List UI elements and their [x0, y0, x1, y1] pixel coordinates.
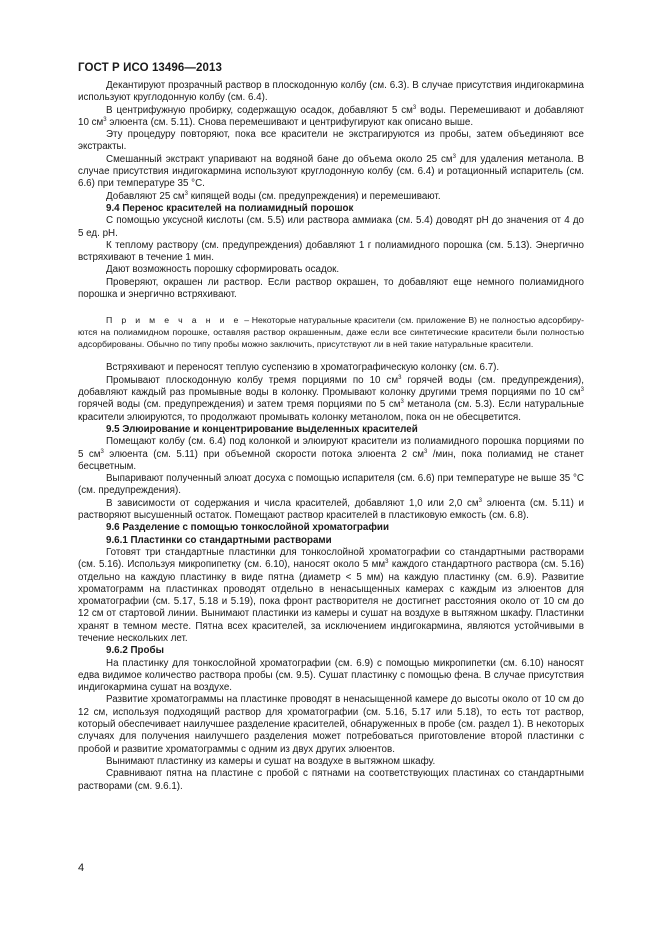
text-run: для удаления метанола. В случае присутствия индигокармина используют круглодонную колбу (см. 6.4) и ротационный испаритель (см. 6.6) при температуре 35 °С.	[78, 153, 584, 190]
superscript: 3	[100, 448, 104, 455]
text-run: – Некоторые натуральные красители (см. приложение В) не полностью адсорбируются на полиамидном порошке, оставляя раствор окрашенным, даже если все синтетические красители были полностью адсорбированы. Обычно по типу пробы можно заключить, присутствуют ли в ней такие натуральные красители.	[78, 315, 584, 349]
body-paragraph	[78, 154, 584, 191]
note-paragraph	[78, 315, 584, 350]
document-header: ГОСТ Р ИСО 13496—2013	[78, 62, 223, 74]
body-paragraph	[78, 375, 584, 424]
text-run: Помещают колбу (см. 6.4) под колонкой и элюируют красители из полиамидного порошка порциями по 5 см	[78, 436, 584, 460]
text-run: Сравнивают пятна на пластине с пробой с пятнами на соответствующих пластинах со стандартными растворами (см. 9.6.1).	[78, 768, 584, 792]
text-run: элюента (см. 5.11) и растворяют высушенный остаток. Помещают раствор красителей в пластиковую емкость (см. 6.8).	[78, 497, 585, 522]
text-run: горячей воды (см. предупреждения) и затем тремя порциями по 5 см	[78, 399, 401, 411]
text-run: горячей воды (см. предупреждения), добавляют каждый раз промывные воды в колонку. Промывают колонку другими тремя порциями по 10 см	[78, 374, 584, 399]
body-paragraph	[78, 547, 584, 645]
text-run: метанола (см. 5.3). Если натуральные красители элюируются, то продолжают промывать колонку метанолом, пока он не обесцветится.	[78, 399, 584, 423]
superscript: 3	[424, 448, 428, 455]
text-run: 9.6 Разделение с помощью тонкослойной хроматографии	[106, 522, 389, 534]
superscript: 3	[452, 153, 456, 160]
text-run: 9.5 Элюирование и концентрирование выделенных красителей	[106, 423, 418, 435]
section-heading	[78, 522, 584, 534]
text-run: Декантируют прозрачный раствор в плоскодонную колбу (см. 6.3). В случае присутствия индигокармина используют круглодонную колбу (см. 6.4).	[78, 80, 584, 104]
text-run: К теплому раствору (см. предупреждения) добавляют 1 г полиамидного порошка (см. 5.13). Энергично встряхивают в течение 1 мин.	[78, 239, 584, 264]
superscript: 3	[103, 116, 107, 123]
text-run: Промывают плоскодонную колбу тремя порциями по 10 см	[106, 374, 399, 386]
text-run: Эту процедуру повторяют, пока все красители не экстрагируются из пробы, затем объединяют все экстракты.	[78, 129, 584, 153]
text-run: элюента (см. 5.11). Снова перемешивают и центрифугируют как описано выше.	[106, 116, 474, 128]
body-paragraph	[78, 80, 584, 105]
text-run: В центрифужную пробирку, содержащую осадок, добавляют 5 см	[106, 104, 413, 116]
superscript: 3	[400, 399, 404, 406]
section-heading	[78, 203, 584, 215]
text-run: 9.6.2 Пробы	[106, 645, 164, 657]
document-body	[78, 80, 584, 793]
body-paragraph	[78, 362, 584, 374]
text-run: Дают возможность порошку сформировать осадок.	[106, 264, 340, 276]
section-heading	[78, 424, 584, 436]
body-paragraph	[78, 498, 584, 523]
body-paragraph	[78, 240, 584, 265]
section-heading	[78, 645, 584, 657]
text-run: С помощью уксусной кислоты (см. 5.5) или раствора аммиака (см. 5.4) доводят pH до значения от 4 до 5 ед. pH.	[78, 215, 584, 239]
superscript: 3	[412, 104, 417, 111]
text-run: каждого стандартного раствора (см. 5.16) отдельно на каждую пластинку в виде пятна (диаметр < 5 мм) на каждую пластинку (см. 6.9). Развитие хроматограмм на пластинках проводят отдельно в ненасыщенных камерах с каждым из элюентов для хроматографии (см. 5.17, 5.18 и 5.19), пока фронт растворителя не достигнет расстояния около от 10 см до 12 см от стартовой линии. Вынимают пластинки из камеры и сушат на воздухе в вытяжном шкафу. Пластинки хранят в темном месте. Пятна всех красителей, за исключением индигокармина, являются устойчивыми в течение нескольких лет.	[78, 559, 584, 644]
body-paragraph	[78, 473, 584, 498]
text-run: Добавляют 25 см	[106, 190, 185, 202]
superscript: 3	[580, 387, 584, 394]
body-paragraph	[78, 768, 584, 793]
text-run: 9.6.1 Пластинки со стандартными растворами	[106, 534, 332, 546]
text-run: /мин, пока полиамид не станет бесцветным.	[78, 448, 585, 472]
section-heading	[78, 535, 584, 547]
superscript: 3	[398, 374, 402, 381]
text-run: 9.4 Перенос красителей на полиамидный порошок	[106, 202, 354, 214]
text-run: Проверяют, окрашен ли раствор. Если раствор окрашен, то добавляют еще немного полиамидного порошка и энергично встряхивают.	[78, 276, 584, 301]
text-run: Готовят три стандартные пластинки для тонкослойной хроматографии со стандартными растворами (см. 5.16). Используя микропипетку (см. 6.10), наносят около 5 мм	[78, 546, 584, 571]
body-paragraph	[78, 694, 584, 755]
body-paragraph	[78, 129, 584, 154]
body-paragraph	[78, 191, 584, 203]
body-paragraph	[78, 658, 584, 695]
body-paragraph	[78, 264, 584, 276]
superscript: 3	[184, 190, 188, 197]
text-run: На пластинку для тонкослойной хроматографии (см. 6.9) с помощью микропипетки (см. 6.10) наносят едва видимое количество раствора пробы (см. 9.5). Сушат пластинку с помощью фена. В случае присутствия индигокармина сушат на воздухе.	[78, 657, 584, 694]
page-number: 4	[78, 862, 85, 874]
text-run: Вынимают пластинку из камеры и сушат на воздухе в вытяжном шкафу.	[106, 755, 436, 767]
body-paragraph	[78, 105, 584, 130]
text-run: элюента (см. 5.11) при объемной скорости потока элюента 2 см	[103, 448, 425, 460]
text-run: воды. Перемешивают и добавляют 10 см	[78, 104, 584, 128]
text-run: Встряхивают и переносят теплую суспензию в хроматографическую колонку (см. 6.7).	[106, 362, 500, 374]
text-run: кипящей воды (см. предупреждения) и перемешивают.	[187, 190, 441, 202]
body-paragraph	[78, 215, 584, 240]
body-paragraph	[78, 436, 584, 473]
note-label: П р и м е ч а н и е	[106, 315, 242, 326]
text-run: Смешанный экстракт упаривают на водяной бане до объема около 25 см	[106, 153, 453, 165]
body-paragraph	[78, 277, 584, 302]
text-run: Развитие хроматограммы на пластинке проводят в ненасыщенной камере до высоты около от 10 см до 12 см, используя подходящий раствор для хроматографии (см. 5.16, 5.17 или 5.18), то есть тот раствор, который обеспечивает наилучшее разделение красителей, обнаруженных в пробе (см. раздел 1). В некоторых случаях для получения наилучшего разделения может потребоваться приготовление второй пластинки с пробой и развитие хроматограммы с одним из двух других элюентов.	[78, 694, 584, 755]
text-run: Выпаривают полученный элюат досуха с помощью испарителя (см. 6.6) при температуре не выше 35 °С (см. предупреждения).	[78, 473, 584, 497]
text-run: В зависимости от содержания и числа красителей, добавляют 1,0 или 2,0 см	[106, 497, 479, 509]
superscript: 3	[478, 497, 482, 504]
superscript: 3	[385, 559, 389, 566]
body-paragraph	[78, 756, 584, 768]
